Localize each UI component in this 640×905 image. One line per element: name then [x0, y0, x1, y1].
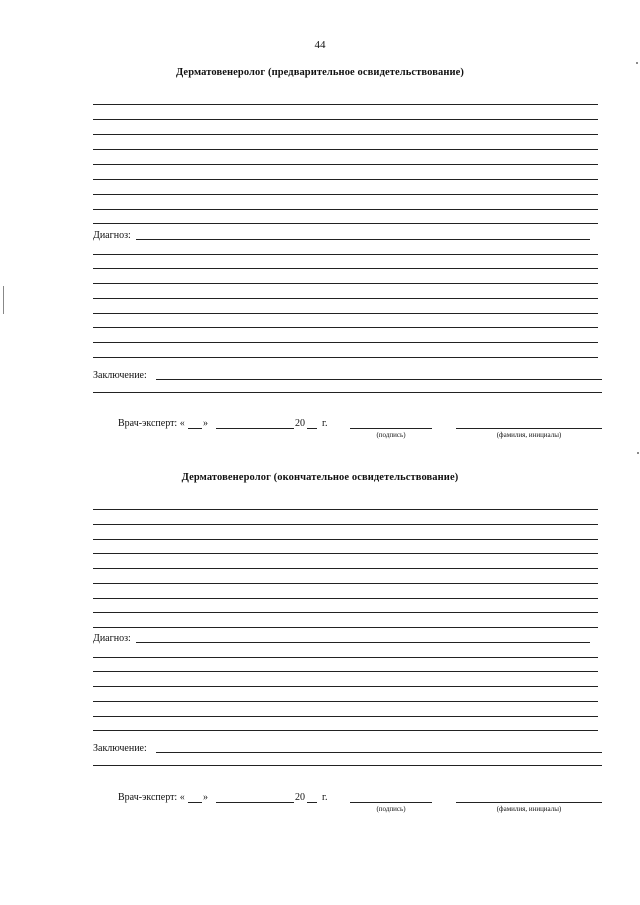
- month-field[interactable]: [216, 428, 294, 429]
- scan-margin-mark: [3, 286, 4, 314]
- blank-line: [93, 686, 598, 687]
- section-title-preliminary: Дерматовенеролог (предварительное освидетельствование): [175, 67, 464, 78]
- signature-field[interactable]: [350, 802, 432, 803]
- scan-speck: [636, 62, 638, 64]
- blank-line: [93, 254, 598, 255]
- blank-line: [93, 539, 598, 540]
- signature-caption: (подпись): [376, 805, 406, 813]
- blank-line: [93, 268, 598, 269]
- blank-line: [93, 298, 598, 299]
- blank-line: [93, 612, 598, 613]
- expert-label: Врач-эксперт: «: [118, 418, 185, 429]
- blank-line: [93, 149, 598, 150]
- page-number: 44: [314, 39, 326, 51]
- close-quote: »: [203, 418, 208, 429]
- blank-line: [93, 104, 598, 105]
- close-quote: »: [203, 792, 208, 803]
- name-caption: (фамилия, инициалы): [496, 805, 562, 813]
- scan-speck: [637, 452, 639, 454]
- signature-caption: (подпись): [376, 431, 406, 439]
- day-field[interactable]: [188, 802, 202, 803]
- blank-line: [93, 701, 598, 702]
- name-caption: (фамилия, инициалы): [496, 431, 562, 439]
- section-title-final: Дерматовенеролог (окончательное освидетельствование): [181, 472, 459, 483]
- diagnosis-label: Диагноз:: [93, 633, 131, 644]
- year-prefix: 20: [295, 792, 305, 803]
- blank-line: [93, 392, 602, 393]
- name-field[interactable]: [456, 802, 602, 803]
- blank-line: [93, 598, 598, 599]
- diagnosis-field[interactable]: [136, 239, 590, 240]
- blank-line: [93, 342, 598, 343]
- blank-line: [93, 583, 598, 584]
- blank-line: [93, 553, 598, 554]
- month-field[interactable]: [216, 802, 294, 803]
- blank-line: [93, 765, 602, 766]
- blank-line: [93, 179, 598, 180]
- conclusion-field[interactable]: [156, 379, 602, 380]
- blank-line: [93, 194, 598, 195]
- conclusion-label: Заключение:: [93, 370, 147, 381]
- name-field[interactable]: [456, 428, 602, 429]
- blank-line: [93, 209, 598, 210]
- diagnosis-field[interactable]: [136, 642, 590, 643]
- conclusion-label: Заключение:: [93, 743, 147, 754]
- blank-line: [93, 327, 598, 328]
- year-field[interactable]: [307, 802, 317, 803]
- blank-line: [93, 283, 598, 284]
- blank-line: [93, 313, 598, 314]
- year-field[interactable]: [307, 428, 317, 429]
- blank-line: [93, 164, 598, 165]
- blank-line: [93, 134, 598, 135]
- blank-line: [93, 657, 598, 658]
- blank-line: [93, 568, 598, 569]
- blank-line: [93, 671, 598, 672]
- blank-line: [93, 524, 598, 525]
- blank-line: [93, 357, 598, 358]
- year-suffix: г.: [322, 792, 328, 803]
- year-suffix: г.: [322, 418, 328, 429]
- blank-line: [93, 716, 598, 717]
- blank-line: [93, 627, 598, 628]
- conclusion-field[interactable]: [156, 752, 602, 753]
- diagnosis-label: Диагноз:: [93, 230, 131, 241]
- expert-label: Врач-эксперт: «: [118, 792, 185, 803]
- blank-line: [93, 509, 598, 510]
- day-field[interactable]: [188, 428, 202, 429]
- blank-line: [93, 119, 598, 120]
- year-prefix: 20: [295, 418, 305, 429]
- signature-field[interactable]: [350, 428, 432, 429]
- blank-line: [93, 730, 598, 731]
- blank-line: [93, 223, 598, 224]
